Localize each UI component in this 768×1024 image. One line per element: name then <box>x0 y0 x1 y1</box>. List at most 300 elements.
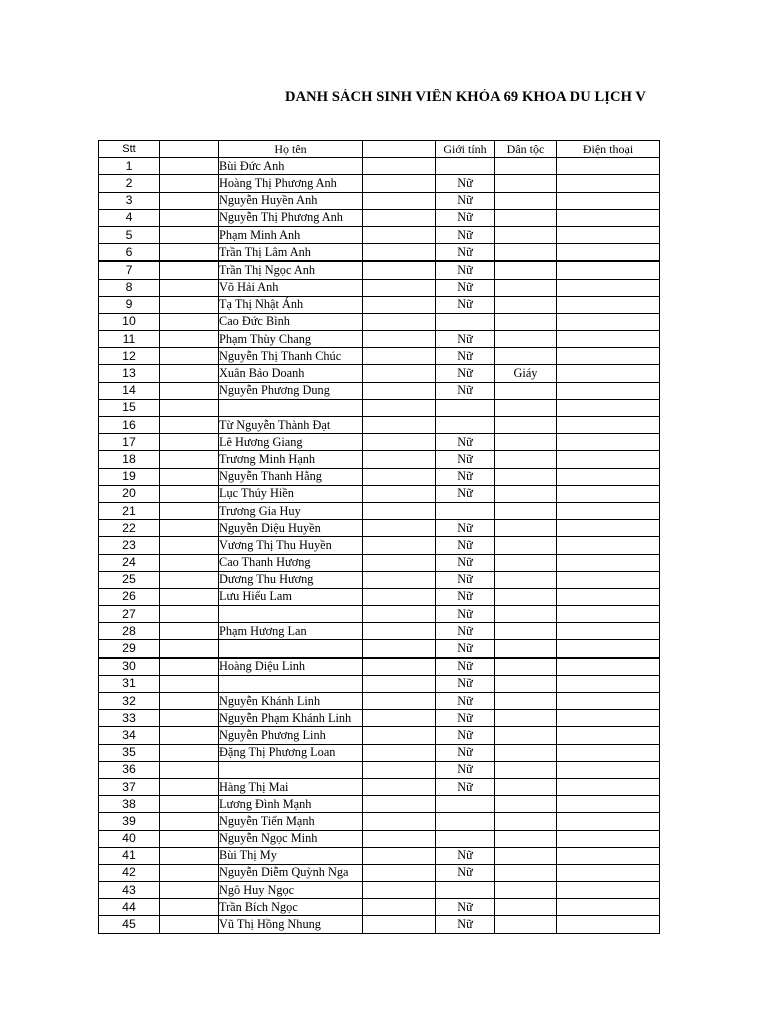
row-phone <box>557 813 660 830</box>
row-phone <box>557 158 660 175</box>
table-row <box>99 778 660 795</box>
row-gender: Nữ <box>436 520 495 537</box>
table-row <box>99 710 660 727</box>
row-blank <box>160 658 219 676</box>
row-blank <box>363 899 436 916</box>
row-gender <box>436 313 495 330</box>
row-stt: 41 <box>99 847 160 864</box>
row-stt: 11 <box>99 331 160 348</box>
row-blank <box>160 382 219 399</box>
row-blank <box>160 192 219 209</box>
row-blank <box>160 899 219 916</box>
row-blank <box>363 537 436 554</box>
row-ethnicity: Giáy <box>495 365 557 382</box>
row-phone <box>557 502 660 519</box>
row-blank <box>160 710 219 727</box>
row-ethnicity <box>495 417 557 434</box>
row-ethnicity <box>495 693 557 710</box>
row-blank <box>160 606 219 623</box>
row-blank <box>160 830 219 847</box>
row-ethnicity <box>495 623 557 640</box>
row-ethnicity <box>495 158 557 175</box>
table-row <box>99 468 660 485</box>
row-stt: 43 <box>99 882 160 899</box>
table-row <box>99 226 660 243</box>
row-ethnicity <box>495 382 557 399</box>
table-row <box>99 382 660 399</box>
row-phone <box>557 537 660 554</box>
row-blank <box>160 226 219 243</box>
row-phone <box>557 382 660 399</box>
row-phone <box>557 175 660 192</box>
row-phone <box>557 606 660 623</box>
row-blank <box>363 485 436 502</box>
row-name: Nguyễn Ngọc Minh <box>219 830 363 847</box>
row-stt: 13 <box>99 365 160 382</box>
row-name: Trần Thị Ngọc Anh <box>219 261 363 279</box>
table-row <box>99 899 660 916</box>
row-ethnicity <box>495 796 557 813</box>
row-blank <box>363 365 436 382</box>
table-row <box>99 640 660 658</box>
row-name: Vũ Thị Hồng Nhung <box>219 916 363 933</box>
row-blank <box>160 434 219 451</box>
row-blank <box>160 537 219 554</box>
row-blank <box>363 693 436 710</box>
row-gender <box>436 399 495 416</box>
row-blank <box>160 502 219 519</box>
row-blank <box>363 778 436 795</box>
row-gender: Nữ <box>436 571 495 588</box>
table-row <box>99 571 660 588</box>
row-stt: 7 <box>99 261 160 279</box>
row-blank <box>363 882 436 899</box>
row-name: Bùi Thị My <box>219 847 363 864</box>
row-blank <box>160 261 219 279</box>
row-stt: 19 <box>99 468 160 485</box>
header-gender: Giới tính <box>436 141 495 158</box>
table-row <box>99 192 660 209</box>
row-gender: Nữ <box>436 916 495 933</box>
row-gender <box>436 158 495 175</box>
row-ethnicity <box>495 640 557 658</box>
row-stt: 35 <box>99 744 160 761</box>
row-name: Nguyễn Thị Thanh Chúc <box>219 348 363 365</box>
row-blank <box>160 640 219 658</box>
row-phone <box>557 468 660 485</box>
row-blank <box>363 226 436 243</box>
row-stt: 12 <box>99 348 160 365</box>
row-phone <box>557 899 660 916</box>
row-blank <box>363 382 436 399</box>
row-blank <box>160 693 219 710</box>
row-blank <box>160 588 219 605</box>
row-name: Tạ Thị Nhật Ánh <box>219 296 363 313</box>
row-blank <box>160 348 219 365</box>
row-phone <box>557 761 660 778</box>
row-blank <box>363 313 436 330</box>
row-blank <box>363 331 436 348</box>
table-row <box>99 658 660 676</box>
row-blank <box>363 571 436 588</box>
table-row <box>99 209 660 226</box>
row-name: Phạm Hương Lan <box>219 623 363 640</box>
row-ethnicity <box>495 296 557 313</box>
table-row <box>99 502 660 519</box>
row-phone <box>557 796 660 813</box>
row-gender: Nữ <box>436 899 495 916</box>
row-blank <box>363 606 436 623</box>
row-blank <box>363 744 436 761</box>
row-stt: 4 <box>99 209 160 226</box>
row-stt: 5 <box>99 226 160 243</box>
row-ethnicity <box>495 485 557 502</box>
row-blank <box>160 417 219 434</box>
row-blank <box>363 916 436 933</box>
row-blank <box>363 640 436 658</box>
row-blank <box>363 813 436 830</box>
row-ethnicity <box>495 744 557 761</box>
row-gender: Nữ <box>436 554 495 571</box>
row-name: Võ Hải Anh <box>219 279 363 296</box>
row-gender: Nữ <box>436 588 495 605</box>
header-phone: Điện thoại <box>557 141 660 158</box>
row-phone <box>557 192 660 209</box>
row-gender <box>436 417 495 434</box>
row-blank <box>363 192 436 209</box>
row-ethnicity <box>495 468 557 485</box>
row-ethnicity <box>495 175 557 192</box>
row-phone <box>557 485 660 502</box>
document-title: DANH SÁCH SINH VIÊN KHÓA 69 KHOA DU LỊCH V <box>285 89 646 105</box>
row-stt: 26 <box>99 588 160 605</box>
row-gender: Nữ <box>436 296 495 313</box>
row-ethnicity <box>495 813 557 830</box>
row-blank <box>160 468 219 485</box>
row-blank <box>160 209 219 226</box>
row-blank <box>363 451 436 468</box>
row-name: Từ Nguyễn Thành Đạt <box>219 417 363 434</box>
table-row <box>99 537 660 554</box>
row-blank <box>160 520 219 537</box>
row-name: Nguyễn Khánh Linh <box>219 693 363 710</box>
row-ethnicity <box>495 226 557 243</box>
row-gender: Nữ <box>436 244 495 262</box>
row-blank <box>363 710 436 727</box>
row-name: Hoàng Diệu Linh <box>219 658 363 676</box>
row-ethnicity <box>495 588 557 605</box>
table-row <box>99 675 660 692</box>
row-stt: 15 <box>99 399 160 416</box>
table-row <box>99 623 660 640</box>
row-phone <box>557 520 660 537</box>
row-stt: 24 <box>99 554 160 571</box>
row-phone <box>557 261 660 279</box>
table-row <box>99 847 660 864</box>
row-blank <box>363 175 436 192</box>
row-ethnicity <box>495 502 557 519</box>
row-gender: Nữ <box>436 710 495 727</box>
row-blank <box>160 331 219 348</box>
row-blank <box>363 279 436 296</box>
row-phone <box>557 675 660 692</box>
row-blank <box>363 847 436 864</box>
row-blank <box>363 658 436 676</box>
row-gender: Nữ <box>436 365 495 382</box>
header-blank <box>160 141 219 158</box>
row-blank <box>363 761 436 778</box>
row-ethnicity <box>495 261 557 279</box>
student-table <box>98 140 660 934</box>
row-ethnicity <box>495 348 557 365</box>
row-ethnicity <box>495 571 557 588</box>
row-stt: 44 <box>99 899 160 916</box>
row-phone <box>557 830 660 847</box>
row-stt: 32 <box>99 693 160 710</box>
row-blank <box>160 365 219 382</box>
row-ethnicity <box>495 399 557 416</box>
row-gender: Nữ <box>436 468 495 485</box>
row-stt: 21 <box>99 502 160 519</box>
row-gender: Nữ <box>436 192 495 209</box>
row-ethnicity <box>495 830 557 847</box>
row-ethnicity <box>495 899 557 916</box>
row-phone <box>557 571 660 588</box>
row-stt: 31 <box>99 675 160 692</box>
row-gender <box>436 830 495 847</box>
row-ethnicity <box>495 761 557 778</box>
table-row <box>99 365 660 382</box>
row-name: Ngô Huy Ngọc <box>219 882 363 899</box>
row-stt: 17 <box>99 434 160 451</box>
table-row <box>99 554 660 571</box>
row-blank <box>363 830 436 847</box>
row-phone <box>557 588 660 605</box>
row-blank <box>160 313 219 330</box>
table-row <box>99 761 660 778</box>
header-ethnicity: Dân tộc <box>495 141 557 158</box>
row-ethnicity <box>495 209 557 226</box>
row-ethnicity <box>495 192 557 209</box>
row-name: Lương Đình Mạnh <box>219 796 363 813</box>
row-stt: 45 <box>99 916 160 933</box>
row-gender <box>436 813 495 830</box>
row-stt: 10 <box>99 313 160 330</box>
row-blank <box>160 244 219 262</box>
row-blank <box>160 796 219 813</box>
table-row <box>99 864 660 881</box>
row-blank <box>363 727 436 744</box>
row-gender: Nữ <box>436 623 495 640</box>
row-blank <box>160 744 219 761</box>
row-ethnicity <box>495 847 557 864</box>
table-row <box>99 744 660 761</box>
table-row <box>99 279 660 296</box>
row-name: Cao Đức Bình <box>219 313 363 330</box>
row-ethnicity <box>495 882 557 899</box>
row-name: Trương Gia Huy <box>219 502 363 519</box>
row-gender: Nữ <box>436 864 495 881</box>
row-gender: Nữ <box>436 675 495 692</box>
row-stt: 18 <box>99 451 160 468</box>
row-ethnicity <box>495 606 557 623</box>
row-name: Nguyễn Thanh Hằng <box>219 468 363 485</box>
table-row <box>99 916 660 933</box>
row-stt: 27 <box>99 606 160 623</box>
row-phone <box>557 313 660 330</box>
row-gender: Nữ <box>436 658 495 676</box>
row-blank <box>363 348 436 365</box>
row-blank <box>160 675 219 692</box>
row-name: Nguyễn Huyền Anh <box>219 192 363 209</box>
table-row <box>99 313 660 330</box>
row-gender: Nữ <box>436 761 495 778</box>
row-stt: 36 <box>99 761 160 778</box>
row-ethnicity <box>495 710 557 727</box>
row-phone <box>557 658 660 676</box>
row-ethnicity <box>495 313 557 330</box>
row-gender: Nữ <box>436 778 495 795</box>
table-row <box>99 451 660 468</box>
row-name: Trần Thị Lâm Anh <box>219 244 363 262</box>
row-name: Trần Bích Ngọc <box>219 899 363 916</box>
row-blank <box>160 175 219 192</box>
row-phone <box>557 882 660 899</box>
row-stt: 1 <box>99 158 160 175</box>
row-blank <box>363 864 436 881</box>
row-blank <box>160 571 219 588</box>
row-stt: 16 <box>99 417 160 434</box>
row-blank <box>160 916 219 933</box>
row-blank <box>160 813 219 830</box>
header-blank <box>363 141 436 158</box>
row-ethnicity <box>495 778 557 795</box>
table-row <box>99 399 660 416</box>
row-stt: 9 <box>99 296 160 313</box>
row-name: Hoàng Thị Phương Anh <box>219 175 363 192</box>
row-blank <box>160 727 219 744</box>
row-stt: 20 <box>99 485 160 502</box>
row-phone <box>557 727 660 744</box>
row-gender: Nữ <box>436 331 495 348</box>
row-gender: Nữ <box>436 744 495 761</box>
row-blank <box>160 623 219 640</box>
row-blank <box>363 158 436 175</box>
table-row <box>99 693 660 710</box>
row-name: Nguyễn Diễm Quỳnh Nga <box>219 864 363 881</box>
row-name: Nguyễn Tiến Mạnh <box>219 813 363 830</box>
row-gender <box>436 796 495 813</box>
row-phone <box>557 693 660 710</box>
row-name: Hàng Thị Mai <box>219 778 363 795</box>
row-stt: 3 <box>99 192 160 209</box>
row-phone <box>557 348 660 365</box>
row-phone <box>557 744 660 761</box>
row-name: Nguyễn Phạm Khánh Linh <box>219 710 363 727</box>
row-blank <box>160 279 219 296</box>
row-name: Nguyễn Thị Phương Anh <box>219 209 363 226</box>
row-phone <box>557 554 660 571</box>
row-name: Nguyễn Phương Dung <box>219 382 363 399</box>
table-row <box>99 331 660 348</box>
row-stt: 28 <box>99 623 160 640</box>
row-name: Nguyễn Diệu Huyền <box>219 520 363 537</box>
row-name: Lưu Hiểu Lam <box>219 588 363 605</box>
table-row <box>99 882 660 899</box>
row-blank <box>363 502 436 519</box>
row-phone <box>557 365 660 382</box>
row-blank <box>160 554 219 571</box>
table-row <box>99 348 660 365</box>
row-gender: Nữ <box>436 209 495 226</box>
row-name <box>219 640 363 658</box>
row-name: Bùi Đức Anh <box>219 158 363 175</box>
row-name <box>219 606 363 623</box>
row-blank <box>160 882 219 899</box>
row-blank <box>363 554 436 571</box>
row-name: Đặng Thị Phương Loan <box>219 744 363 761</box>
row-gender: Nữ <box>436 485 495 502</box>
row-stt: 8 <box>99 279 160 296</box>
row-stt: 39 <box>99 813 160 830</box>
row-phone <box>557 710 660 727</box>
row-phone <box>557 640 660 658</box>
row-blank <box>363 468 436 485</box>
row-phone <box>557 623 660 640</box>
row-name: Lê Hương Giang <box>219 434 363 451</box>
row-blank <box>160 778 219 795</box>
table-row <box>99 158 660 175</box>
row-blank <box>363 520 436 537</box>
row-name: Cao Thanh Hương <box>219 554 363 571</box>
row-gender: Nữ <box>436 693 495 710</box>
row-blank <box>160 399 219 416</box>
row-stt: 23 <box>99 537 160 554</box>
row-stt: 6 <box>99 244 160 262</box>
row-name: Xuân Bảo Doanh <box>219 365 363 382</box>
row-name: Dương Thu Hương <box>219 571 363 588</box>
row-blank <box>160 847 219 864</box>
row-gender: Nữ <box>436 175 495 192</box>
table-row <box>99 830 660 847</box>
row-blank <box>160 296 219 313</box>
row-ethnicity <box>495 331 557 348</box>
row-ethnicity <box>495 675 557 692</box>
row-gender: Nữ <box>436 226 495 243</box>
row-stt: 38 <box>99 796 160 813</box>
row-name <box>219 761 363 778</box>
table-row <box>99 175 660 192</box>
row-gender: Nữ <box>436 847 495 864</box>
table-row <box>99 417 660 434</box>
table-row <box>99 244 660 262</box>
row-ethnicity <box>495 451 557 468</box>
row-gender: Nữ <box>436 279 495 296</box>
row-ethnicity <box>495 537 557 554</box>
row-name: Lục Thúy Hiền <box>219 485 363 502</box>
row-gender: Nữ <box>436 382 495 399</box>
row-ethnicity <box>495 434 557 451</box>
row-ethnicity <box>495 864 557 881</box>
row-stt: 22 <box>99 520 160 537</box>
row-blank <box>160 864 219 881</box>
row-name: Trương Minh Hạnh <box>219 451 363 468</box>
row-phone <box>557 451 660 468</box>
row-gender: Nữ <box>436 348 495 365</box>
row-blank <box>363 261 436 279</box>
row-blank <box>363 623 436 640</box>
row-blank <box>160 451 219 468</box>
